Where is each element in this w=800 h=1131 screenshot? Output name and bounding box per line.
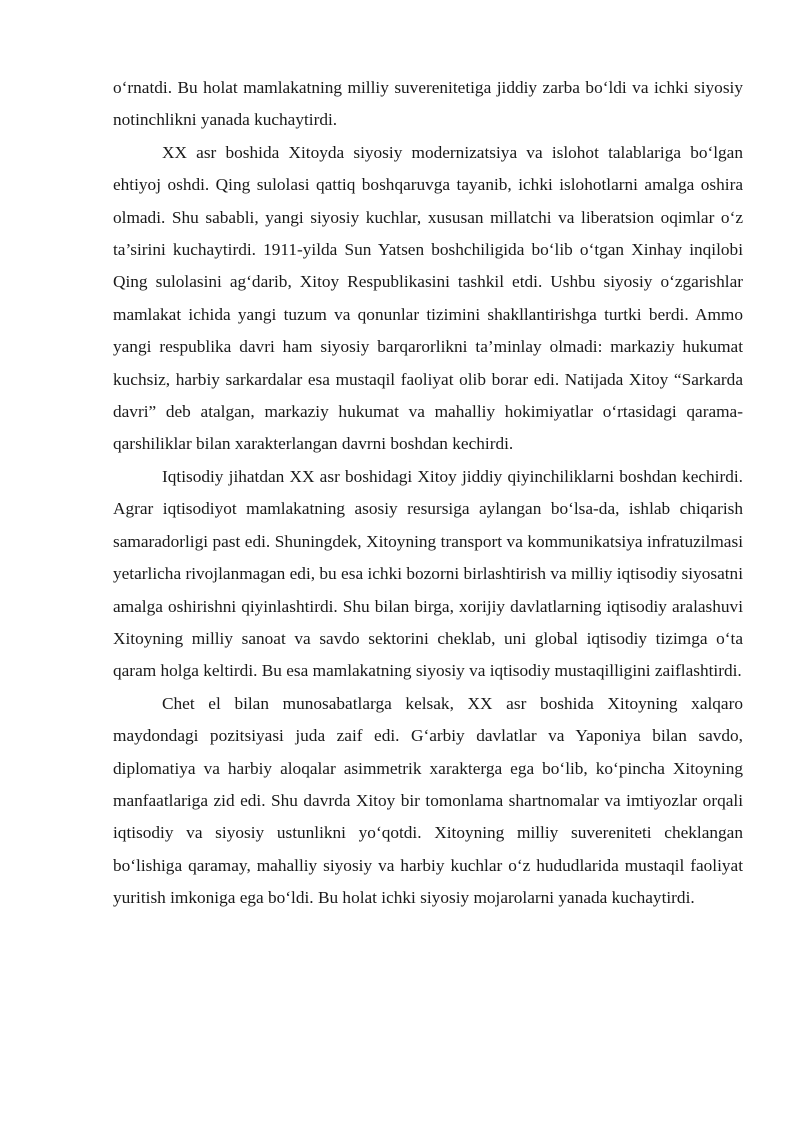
paragraph-economy: Iqtisodiy jihatdan XX asr boshidagi Xitoy jiddiy qiyinchiliklarni boshdan kechirdi. Agrar iqtisodiyot mamlakatning asosiy resursiga aylangan bo‘lsa-da, ishlab chiqarish samaradorligi past edi. Shuningdek, Xitoyning transport va kommunikatsiya infratuzilmasi yetarlicha rivojlanmagan edi, bu esa ichki bozorni birlashtirish va milliy iqtisodiy siyosatni amalga oshirishni qiyinlashtirdi. Shu bilan birga, xorijiy davlatlarning iqtisodiy aralashuvi Xitoyning milliy sanoat va savdo sektorini cheklab, uni global iqtisodiy tizimga o‘ta qaram holga keltirdi. Bu esa mamlakatning siyosiy va iqtisodiy mustaqilligini zaiflashtirdi. [113, 466, 743, 681]
paragraph-political-modernization: XX asr boshida Xitoyda siyosiy modernizatsiya va islohot talablariga bo‘lgan ehtiyoj oshdi. Qing sulolasi qattiq boshqaruvga tayanib, ichki islohotlarni amalga oshira olmadi. Shu sababli, yangi siyosiy kuchlar, xususan millatchi va liberatsion oqimlar o‘z ta’sirini kuchaytirdi. 1911-yilda Sun Yatsen boshchiligida bo‘lib o‘tgan Xinhay inqilobi Qing sulolasini ag‘darib, Xitoy Respublikasini tashkil etdi. Ushbu siyosiy o‘zgarishlar mamlakat ichida yangi tuzum va qonunlar tizimini shakllantirishga turtki berdi. Ammo yangi respublika davri ham siyosiy barqarorlikni ta’minlay olmadi: markaziy hukumat kuchsiz, harbiy sarkardalar esa mustaqil faoliyat olib borar edi. Natijada Xitoy “Sarkarda davri” deb atalgan, markaziy hukumat va mahalliy hokimiyatlar o‘rtasidagi qarama-qarshiliklar bilan xarakterlangan davrni boshdan kechirdi. [113, 142, 743, 454]
document-page [113, 72, 743, 915]
paragraph-foreign-relations: Chet el bilan munosabatlarga kelsak, XX asr boshida Xitoyning xalqaro maydondagi pozitsiyasi juda zaif edi. G‘arbiy davlatlar va Yaponiya bilan savdo, diplomatiya va harbiy aloqalar asimmetrik xarakterga ega bo‘lib, ko‘pincha Xitoyning manfaatlariga zid edi. Shu davrda Xitoy bir tomonlama shartnomalar va imtiyozlar orqali iqtisodiy va siyosiy ustunlikni yo‘qotdi. Xitoyning milliy suvereniteti cheklangan bo‘lishiga qaramay, mahalliy siyosiy va harbiy kuchlar o‘z hududlarida mustaqil faoliyat yuritish imkoniga ega bo‘ldi. Bu holat ichki siyosiy mojarolarni yanada kuchaytirdi. [113, 693, 743, 908]
paragraph-continuation: o‘rnatdi. Bu holat mamlakatning milliy suverenitetiga jiddiy zarba bo‘ldi va ichki siyosiy notinchlikni yanada kuchaytirdi. [113, 78, 743, 130]
